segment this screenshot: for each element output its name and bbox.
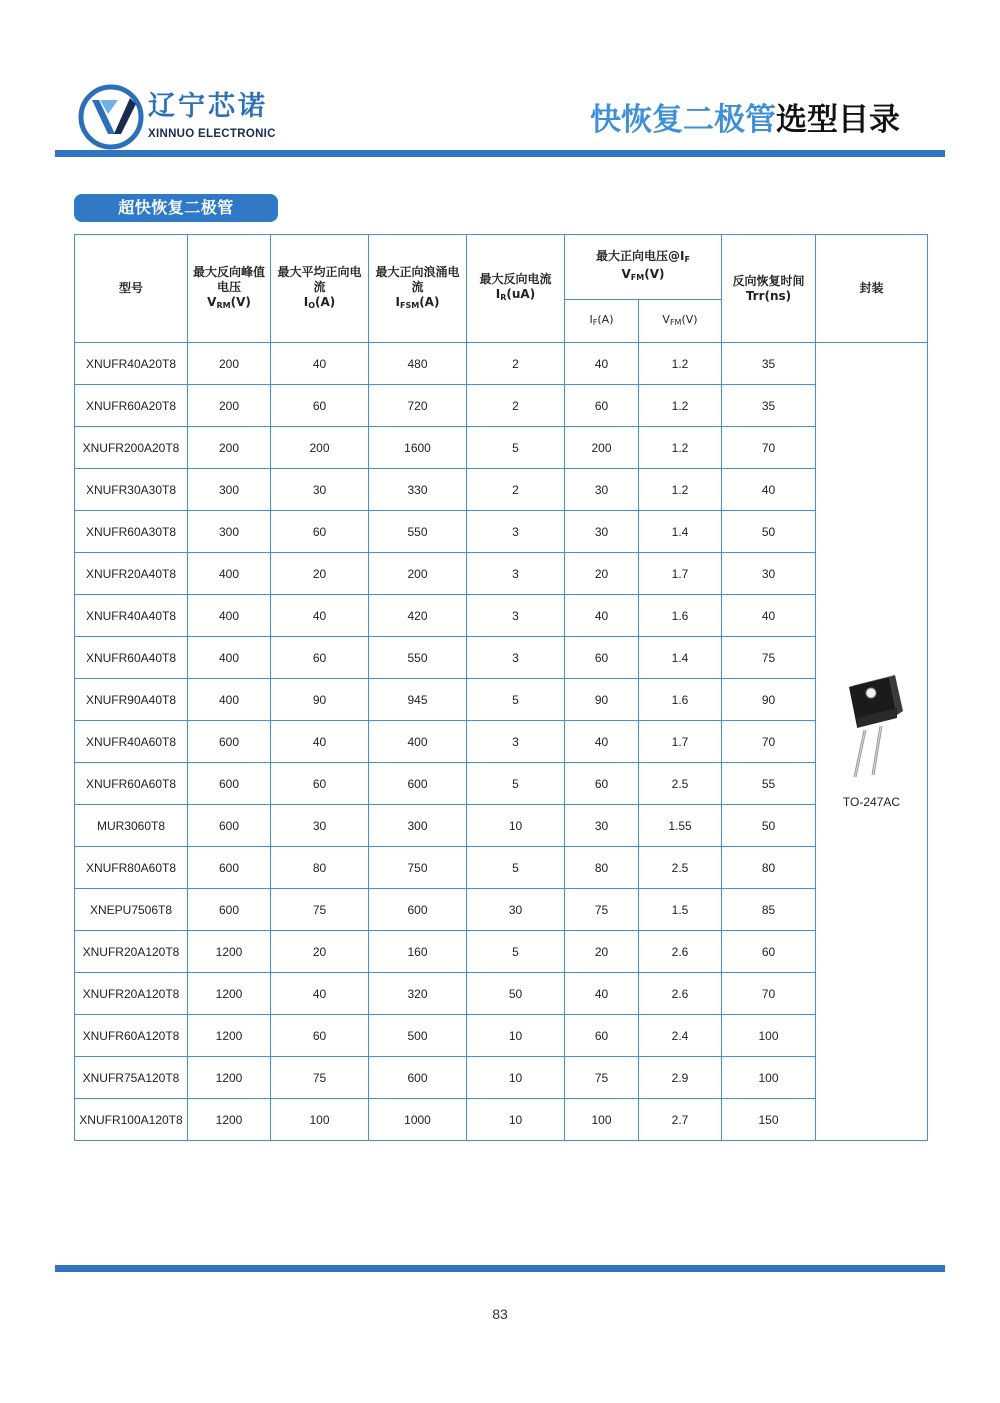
table-row bbox=[75, 931, 928, 973]
cell-if: 75 bbox=[565, 889, 639, 931]
cell-vrm: 600 bbox=[188, 805, 271, 847]
cell-io: 60 bbox=[271, 763, 369, 805]
cell-vrm: 300 bbox=[188, 511, 271, 553]
cell-if: 200 bbox=[565, 427, 639, 469]
cell-ir: 50 bbox=[467, 973, 565, 1015]
cell-model: XNUFR60A30T8 bbox=[75, 511, 188, 553]
cell-vrm: 1200 bbox=[188, 1057, 271, 1099]
cell-vfm: 2.5 bbox=[639, 763, 722, 805]
cell-ifsm: 200 bbox=[369, 553, 467, 595]
cell-model: XNUFR20A120T8 bbox=[75, 931, 188, 973]
table-row bbox=[75, 469, 928, 511]
cell-vrm: 300 bbox=[188, 469, 271, 511]
cell-trr: 40 bbox=[722, 595, 816, 637]
cell-ir: 2 bbox=[467, 469, 565, 511]
cell-trr: 35 bbox=[722, 343, 816, 385]
table-row bbox=[75, 427, 928, 469]
cell-ir: 3 bbox=[467, 595, 565, 637]
cell-ir: 3 bbox=[467, 553, 565, 595]
cell-if: 60 bbox=[565, 637, 639, 679]
cell-vfm: 1.2 bbox=[639, 469, 722, 511]
cell-io: 20 bbox=[271, 931, 369, 973]
cell-ir: 3 bbox=[467, 511, 565, 553]
cell-ir: 2 bbox=[467, 385, 565, 427]
cell-trr: 70 bbox=[722, 427, 816, 469]
cell-ifsm: 330 bbox=[369, 469, 467, 511]
cell-ifsm: 945 bbox=[369, 679, 467, 721]
cell-trr: 50 bbox=[722, 511, 816, 553]
cell-if: 60 bbox=[565, 763, 639, 805]
cell-model: XNUFR60A60T8 bbox=[75, 763, 188, 805]
cell-if: 40 bbox=[565, 973, 639, 1015]
table-row bbox=[75, 889, 928, 931]
cell-io: 20 bbox=[271, 553, 369, 595]
cell-model: XNUFR100A120T8 bbox=[75, 1099, 188, 1141]
to247-package-icon bbox=[837, 675, 907, 785]
cell-ifsm: 500 bbox=[369, 1015, 467, 1057]
cell-if: 30 bbox=[565, 511, 639, 553]
diode-spec-table bbox=[74, 234, 928, 1141]
cell-model: XNUFR75A120T8 bbox=[75, 1057, 188, 1099]
cell-io: 40 bbox=[271, 973, 369, 1015]
table-row bbox=[75, 679, 928, 721]
cell-if: 100 bbox=[565, 1099, 639, 1141]
company-name-cn: 辽宁芯诺 bbox=[148, 91, 268, 122]
cell-vrm: 600 bbox=[188, 889, 271, 931]
cell-trr: 150 bbox=[722, 1099, 816, 1141]
cell-ifsm: 750 bbox=[369, 847, 467, 889]
cell-ir: 10 bbox=[467, 1015, 565, 1057]
cell-ifsm: 600 bbox=[369, 889, 467, 931]
col-header-if: $I_F(A)$ bbox=[565, 300, 639, 343]
cell-vfm: 2.4 bbox=[639, 1015, 722, 1057]
cell-vrm: 600 bbox=[188, 721, 271, 763]
cell-if: 40 bbox=[565, 343, 639, 385]
col-header-ifsm: 最大正向浪涌电流 $I_{FSM}(A)$ bbox=[369, 235, 467, 343]
catalog-title bbox=[590, 100, 900, 140]
table-row bbox=[75, 553, 928, 595]
xinnuo-logo-icon bbox=[78, 84, 144, 150]
cell-ir: 3 bbox=[467, 637, 565, 679]
cell-trr: 30 bbox=[722, 553, 816, 595]
cell-trr: 100 bbox=[722, 1057, 816, 1099]
cell-vrm: 1200 bbox=[188, 931, 271, 973]
cell-if: 20 bbox=[565, 553, 639, 595]
table-row bbox=[75, 343, 928, 385]
cell-ifsm: 550 bbox=[369, 511, 467, 553]
table-row bbox=[75, 1057, 928, 1099]
cell-io: 100 bbox=[271, 1099, 369, 1141]
cell-io: 75 bbox=[271, 1057, 369, 1099]
header-divider bbox=[55, 150, 945, 157]
cell-vfm: 1.6 bbox=[639, 679, 722, 721]
section-label: 超快恢复二极管 bbox=[74, 194, 278, 222]
cell-trr: 75 bbox=[722, 637, 816, 679]
cell-model: XNUFR60A40T8 bbox=[75, 637, 188, 679]
cell-ifsm: 300 bbox=[369, 805, 467, 847]
table-row bbox=[75, 511, 928, 553]
cell-io: 30 bbox=[271, 469, 369, 511]
cell-vfm: 1.5 bbox=[639, 889, 722, 931]
cell-trr: 100 bbox=[722, 1015, 816, 1057]
cell-trr: 35 bbox=[722, 385, 816, 427]
cell-ifsm: 480 bbox=[369, 343, 467, 385]
table-row bbox=[75, 973, 928, 1015]
table-row bbox=[75, 763, 928, 805]
cell-ir: 10 bbox=[467, 805, 565, 847]
cell-vrm: 600 bbox=[188, 847, 271, 889]
cell-io: 80 bbox=[271, 847, 369, 889]
cell-vrm: 200 bbox=[188, 385, 271, 427]
col-header-vrm: 最大反向峰值电压 $V_{RM}(V)$ bbox=[188, 235, 271, 343]
cell-ir: 5 bbox=[467, 427, 565, 469]
cell-if: 80 bbox=[565, 847, 639, 889]
cell-model: XNUFR20A40T8 bbox=[75, 553, 188, 595]
cell-ir: 2 bbox=[467, 343, 565, 385]
cell-vfm: 2.5 bbox=[639, 847, 722, 889]
cell-io: 40 bbox=[271, 595, 369, 637]
cell-vfm: 2.6 bbox=[639, 973, 722, 1015]
cell-vrm: 400 bbox=[188, 679, 271, 721]
cell-io: 90 bbox=[271, 679, 369, 721]
col-header-vfm-group: 最大正向电压$@I_F$ $V_{FM}(V)$ bbox=[565, 235, 722, 300]
cell-ifsm: 160 bbox=[369, 931, 467, 973]
cell-vfm: 1.7 bbox=[639, 553, 722, 595]
cell-vfm: 2.6 bbox=[639, 931, 722, 973]
cell-model: MUR3060T8 bbox=[75, 805, 188, 847]
page-header bbox=[0, 0, 1000, 170]
cell-io: 60 bbox=[271, 637, 369, 679]
cell-vfm: 1.7 bbox=[639, 721, 722, 763]
cell-if: 75 bbox=[565, 1057, 639, 1099]
cell-ifsm: 1000 bbox=[369, 1099, 467, 1141]
cell-vrm: 200 bbox=[188, 343, 271, 385]
cell-ifsm: 550 bbox=[369, 637, 467, 679]
cell-ifsm: 400 bbox=[369, 721, 467, 763]
cell-model: XNUFR60A120T8 bbox=[75, 1015, 188, 1057]
cell-model: XNUFR40A20T8 bbox=[75, 343, 188, 385]
cell-vrm: 400 bbox=[188, 637, 271, 679]
cell-if: 20 bbox=[565, 931, 639, 973]
cell-ir: 5 bbox=[467, 931, 565, 973]
table-row bbox=[75, 847, 928, 889]
catalog-title-highlight: 快恢复二极管 bbox=[590, 102, 776, 138]
cell-vrm: 1200 bbox=[188, 973, 271, 1015]
cell-vrm: 1200 bbox=[188, 1015, 271, 1057]
cell-io: 30 bbox=[271, 805, 369, 847]
cell-model: XNUFR20A120T8 bbox=[75, 973, 188, 1015]
cell-io: 200 bbox=[271, 427, 369, 469]
cell-vfm: 2.7 bbox=[639, 1099, 722, 1141]
cell-vrm: 600 bbox=[188, 763, 271, 805]
cell-vfm: 2.9 bbox=[639, 1057, 722, 1099]
cell-ifsm: 420 bbox=[369, 595, 467, 637]
cell-model: XNUFR60A20T8 bbox=[75, 385, 188, 427]
cell-vfm: 1.4 bbox=[639, 637, 722, 679]
col-header-model: 型号 bbox=[75, 235, 188, 343]
cell-if: 30 bbox=[565, 469, 639, 511]
table-row bbox=[75, 721, 928, 763]
cell-ir: 30 bbox=[467, 889, 565, 931]
col-header-trr: 反向恢复时间 Trr(ns) bbox=[722, 235, 816, 343]
cell-trr: 85 bbox=[722, 889, 816, 931]
table-row bbox=[75, 385, 928, 427]
cell-ir: 5 bbox=[467, 847, 565, 889]
cell-vrm: 200 bbox=[188, 427, 271, 469]
cell-ifsm: 600 bbox=[369, 1057, 467, 1099]
cell-model: XNUFR30A30T8 bbox=[75, 469, 188, 511]
cell-trr: 55 bbox=[722, 763, 816, 805]
table-row bbox=[75, 805, 928, 847]
cell-ifsm: 320 bbox=[369, 973, 467, 1015]
cell-vrm: 1200 bbox=[188, 1099, 271, 1141]
page-number: 83 bbox=[492, 1306, 508, 1322]
table-row bbox=[75, 1015, 928, 1057]
cell-io: 40 bbox=[271, 343, 369, 385]
cell-io: 75 bbox=[271, 889, 369, 931]
cell-ir: 5 bbox=[467, 763, 565, 805]
cell-trr: 50 bbox=[722, 805, 816, 847]
cell-if: 60 bbox=[565, 385, 639, 427]
package-label: TO-247AC bbox=[842, 794, 901, 809]
table-row bbox=[75, 1099, 928, 1141]
cell-ifsm: 1600 bbox=[369, 427, 467, 469]
cell-trr: 70 bbox=[722, 973, 816, 1015]
cell-ir: 10 bbox=[467, 1099, 565, 1141]
cell-model: XNUFR90A40T8 bbox=[75, 679, 188, 721]
cell-vrm: 400 bbox=[188, 553, 271, 595]
cell-ir: 10 bbox=[467, 1057, 565, 1099]
cell-ifsm: 720 bbox=[369, 385, 467, 427]
table-row bbox=[75, 637, 928, 679]
package-cell bbox=[816, 343, 928, 1141]
cell-model: XNUFR40A40T8 bbox=[75, 595, 188, 637]
cell-io: 60 bbox=[271, 1015, 369, 1057]
cell-vfm: 1.6 bbox=[639, 595, 722, 637]
col-header-io: 最大平均正向电流 $I_O(A)$ bbox=[271, 235, 369, 343]
cell-io: 60 bbox=[271, 511, 369, 553]
col-header-package: 封装 bbox=[816, 235, 928, 343]
table-row bbox=[75, 595, 928, 637]
cell-trr: 40 bbox=[722, 469, 816, 511]
cell-io: 40 bbox=[271, 721, 369, 763]
cell-if: 30 bbox=[565, 805, 639, 847]
cell-io: 60 bbox=[271, 385, 369, 427]
cell-model: XNUFR80A60T8 bbox=[75, 847, 188, 889]
cell-if: 40 bbox=[565, 595, 639, 637]
cell-ir: 3 bbox=[467, 721, 565, 763]
footer-divider bbox=[55, 1265, 945, 1272]
cell-vfm: 1.55 bbox=[639, 805, 722, 847]
cell-trr: 60 bbox=[722, 931, 816, 973]
cell-model: XNUFR200A20T8 bbox=[75, 427, 188, 469]
cell-vfm: 1.2 bbox=[639, 343, 722, 385]
cell-trr: 70 bbox=[722, 721, 816, 763]
cell-if: 60 bbox=[565, 1015, 639, 1057]
cell-trr: 80 bbox=[722, 847, 816, 889]
cell-vfm: 1.4 bbox=[639, 511, 722, 553]
cell-ir: 5 bbox=[467, 679, 565, 721]
catalog-title-rest: 选型目录 bbox=[776, 102, 900, 138]
col-header-ir: 最大反向电流 $I_R(uA)$ bbox=[467, 235, 565, 343]
cell-model: XNUFR40A60T8 bbox=[75, 721, 188, 763]
col-header-vfm: $V_{FM}(V)$ bbox=[639, 300, 722, 343]
cell-ifsm: 600 bbox=[369, 763, 467, 805]
cell-model: XNEPU7506T8 bbox=[75, 889, 188, 931]
cell-if: 40 bbox=[565, 721, 639, 763]
cell-trr: 90 bbox=[722, 679, 816, 721]
cell-if: 90 bbox=[565, 679, 639, 721]
cell-vfm: 1.2 bbox=[639, 385, 722, 427]
cell-vrm: 400 bbox=[188, 595, 271, 637]
cell-vfm: 1.2 bbox=[639, 427, 722, 469]
company-name-en: XINNUO ELECTRONIC bbox=[148, 128, 276, 140]
